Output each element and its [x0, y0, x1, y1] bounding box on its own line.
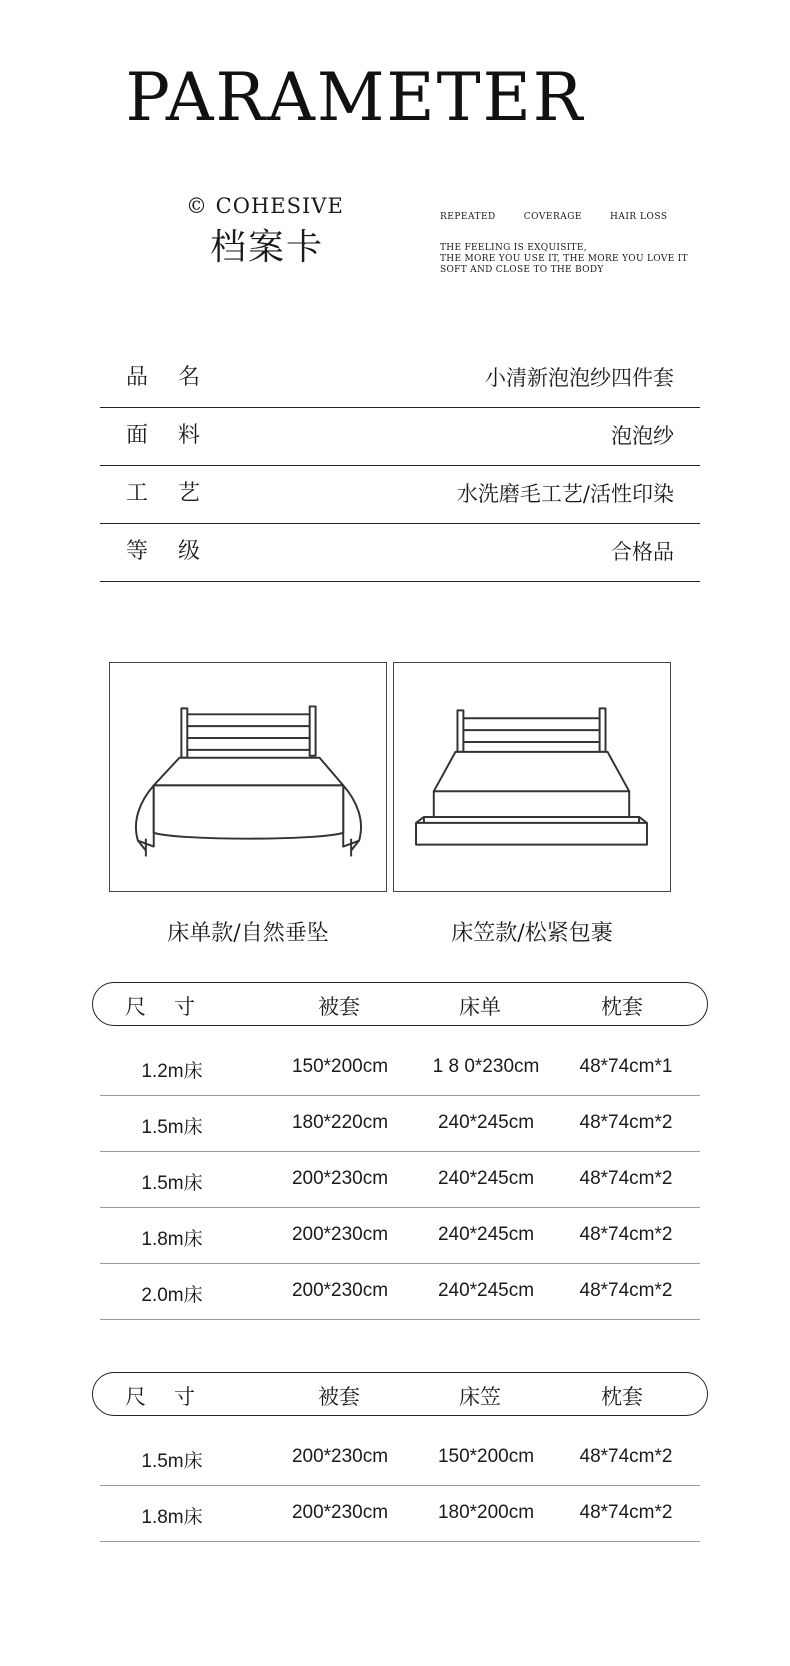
- header-size: 尺寸: [125, 1385, 223, 1409]
- tagline-line: THE MORE YOU USE IT, THE MORE YOU LOVE IT: [440, 254, 688, 264]
- cell-duvet: 180*220cm: [291, 1112, 389, 1133]
- table-row: [100, 1208, 700, 1264]
- cell-size: 1.8m床: [141, 1507, 203, 1528]
- header-sheet: 床单: [459, 995, 501, 1019]
- cell-size: 1.2m床: [141, 1061, 203, 1082]
- info-row-process: [100, 466, 700, 524]
- header-duvet: 被套: [318, 1385, 360, 1409]
- cell-size: 2.0m床: [141, 1285, 203, 1306]
- product-info-table: [100, 350, 700, 582]
- feature-tags: [440, 212, 700, 222]
- header-pillowcase: 枕套: [601, 995, 643, 1019]
- cell-sheet: 240*245cm: [437, 1280, 535, 1301]
- table-row: [100, 1430, 700, 1486]
- header-pillowcase: 枕套: [601, 1385, 643, 1409]
- cell-size: 1.5m床: [141, 1117, 203, 1138]
- table-row: [100, 1486, 700, 1542]
- cell-size: 1.8m床: [141, 1229, 203, 1250]
- brand-name: © COHESIVE: [186, 194, 344, 218]
- cell-pillowcase: 48*74cm*2: [579, 1280, 673, 1301]
- table-row: [100, 1264, 700, 1320]
- table-row: [100, 1096, 700, 1152]
- cell-duvet: 200*230cm: [291, 1224, 389, 1245]
- cell-sheet: 240*245cm: [437, 1224, 535, 1245]
- cell-pillowcase: 48*74cm*2: [579, 1168, 673, 1189]
- header-duvet: 被套: [318, 995, 360, 1019]
- header-fitted-sheet: 床笠: [459, 1385, 501, 1409]
- flat-sheet-panel: [109, 662, 387, 892]
- tag-hair-loss: HAIR LOSS: [610, 212, 668, 222]
- info-label: 品名: [126, 365, 231, 390]
- cell-fitted-sheet: 180*200cm: [437, 1502, 535, 1523]
- info-value: 泡泡纱: [611, 424, 674, 448]
- cell-size: 1.5m床: [141, 1451, 203, 1472]
- fitted-table-header: [92, 1372, 708, 1416]
- info-label: 工艺: [126, 481, 231, 506]
- table-row: [100, 1152, 700, 1208]
- page-title: PARAMETER: [125, 59, 585, 136]
- cell-sheet: 240*245cm: [437, 1112, 535, 1133]
- sheet-table-body: [100, 1040, 700, 1320]
- cell-duvet: 200*230cm: [291, 1446, 389, 1467]
- info-label: 面料: [126, 423, 231, 448]
- cell-sheet: 1 8 0*230cm: [432, 1056, 540, 1077]
- info-row-name: [100, 350, 700, 408]
- fitted-sheet-bed-icon: [394, 663, 669, 890]
- brand-subtitle: 档案卡: [210, 227, 325, 268]
- fitted-sheet-panel: [393, 662, 671, 892]
- cell-duvet: 200*230cm: [291, 1168, 389, 1189]
- sheet-table-header: [92, 982, 708, 1026]
- tagline: [440, 243, 688, 276]
- flat-sheet-caption: 床单款/自然垂坠: [167, 921, 329, 946]
- cell-pillowcase: 48*74cm*1: [579, 1056, 673, 1077]
- info-row-grade: [100, 524, 700, 582]
- cell-pillowcase: 48*74cm*2: [579, 1112, 673, 1133]
- info-label: 等级: [126, 539, 231, 564]
- cell-pillowcase: 48*74cm*2: [579, 1446, 673, 1467]
- fitted-table-body: [100, 1430, 700, 1542]
- tag-coverage: COVERAGE: [523, 212, 582, 222]
- cell-pillowcase: 48*74cm*2: [579, 1224, 673, 1245]
- header-size: 尺寸: [125, 995, 223, 1019]
- info-value: 小清新泡泡纱四件套: [485, 366, 674, 390]
- tag-repeated: REPEATED: [440, 212, 496, 222]
- info-value: 水洗磨毛工艺/活性印染: [456, 482, 674, 506]
- cell-fitted-sheet: 150*200cm: [437, 1446, 535, 1467]
- info-value: 合格品: [611, 540, 674, 564]
- cell-duvet: 150*200cm: [291, 1056, 389, 1077]
- table-row: [100, 1040, 700, 1096]
- cell-duvet: 200*230cm: [291, 1502, 389, 1523]
- fitted-sheet-caption: 床笠款/松紧包裹: [451, 921, 613, 946]
- tagline-line: THE FEELING IS EXQUISITE,: [440, 243, 587, 253]
- flat-sheet-bed-icon: [110, 663, 385, 890]
- cell-duvet: 200*230cm: [291, 1280, 389, 1301]
- cell-size: 1.5m床: [141, 1173, 203, 1194]
- tagline-line: SOFT AND CLOSE TO THE BODY: [440, 265, 604, 275]
- cell-pillowcase: 48*74cm*2: [579, 1502, 673, 1523]
- info-row-fabric: [100, 408, 700, 466]
- cell-sheet: 240*245cm: [437, 1168, 535, 1189]
